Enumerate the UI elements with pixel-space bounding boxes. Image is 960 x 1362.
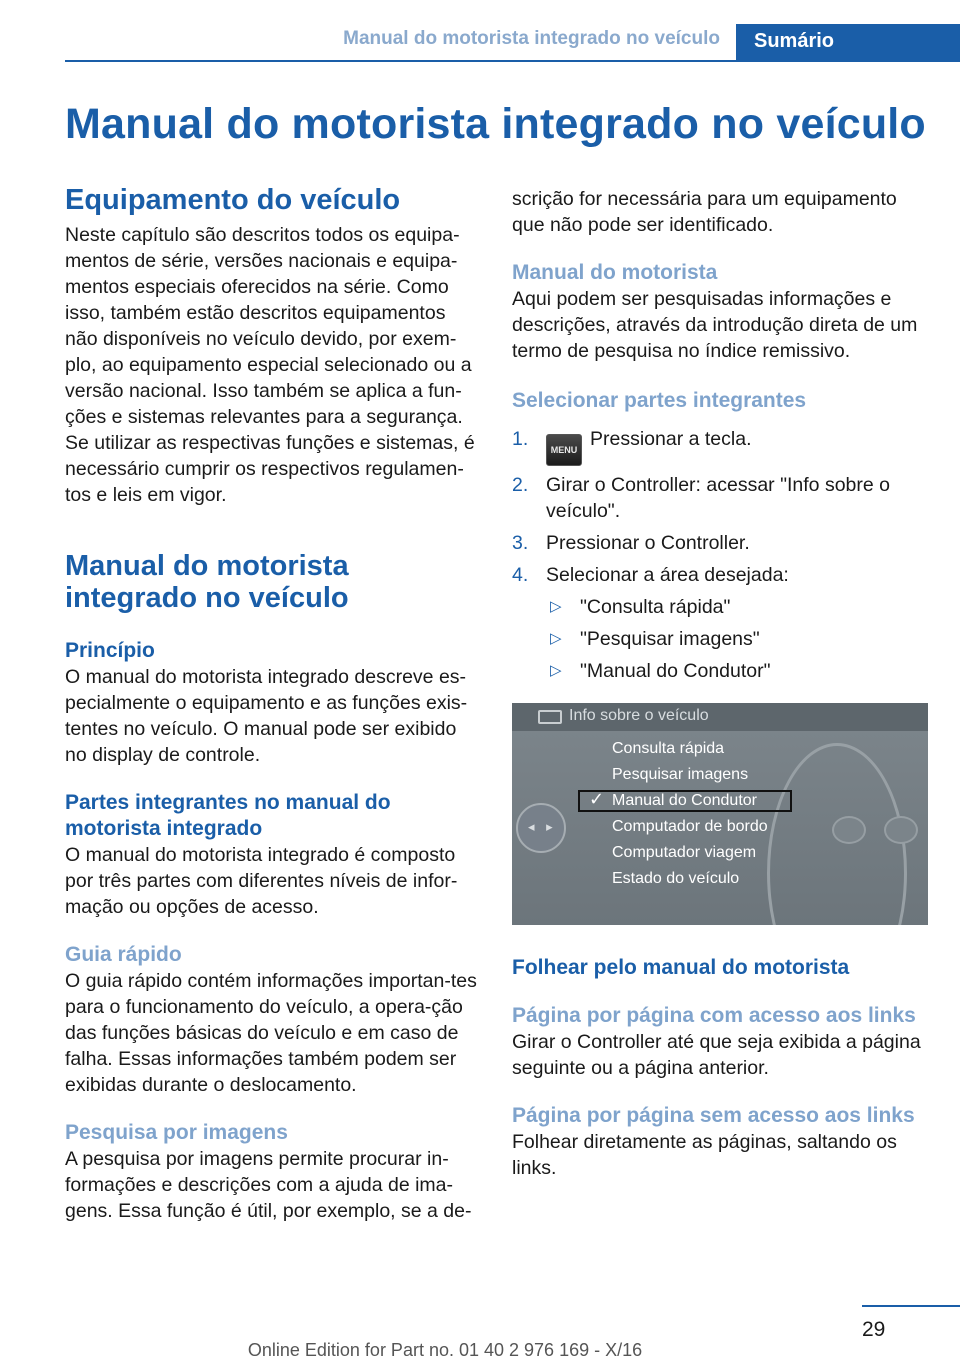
step-1 [512,426,927,466]
step-text: Pressionar o Controller. [546,532,750,554]
page-title: Manual do motorista integrado no veículo [65,100,926,148]
sub-item: ▷ "Consulta rápida" [550,596,731,618]
triangle-bullet-icon: ▷ [550,598,562,615]
heading-sem-links: Página por página sem acesso aos links [512,1104,915,1127]
heading-selecionar-partes: Selecionar partes integrantes [512,389,807,412]
sub-list [546,594,927,684]
heading-partes-integrantes: Partes integrantes no manual do motorista integrado [65,791,391,840]
heading-principio: Princípio [65,639,155,662]
menu-key-icon: MENU [546,434,582,466]
step-number: 4. [512,564,529,586]
screen-menu-item-selected: Manual do Condutor [612,792,757,809]
paragraph-principio: O manual do motorista integrado descreve es-pecialmente o equipamento e as funções exis-tentes no veículo. O manual pode ser exibido no display de controle. [65,666,468,766]
screen-title: Info sobre o veículo [569,707,709,724]
paragraph-equipamento: Neste capítulo são descritos todos os equipa-mentos de série, versões nacionais e equipa-mentos especiais oferecidos na série. Como isso, também estão descritos equipamentos não disponíveis no veículo devido, por exem-plo, ao equipamento especial selecionado ou a versão nacional. Isso também se aplica a fun-ções e sistemas relevantes para a segurança. Se utilizar as respectivas funções e sistemas, é necessário cumprir os respectivos regulamen-tos e leis em vigor. [65,224,475,506]
paragraph-continuation: scrição for necessária para um equipamento que não pode ser identificado. [512,188,897,236]
idrive-screen-image [512,703,928,925]
header-tab-sumario[interactable]: Sumário [736,24,960,62]
screen-menu-item: Consulta rápida [612,740,725,757]
paragraph-sem-links: Folhear diretamente as páginas, saltando os links. [512,1131,897,1179]
paragraph-manual-motorista: Aqui podem ser pesquisadas informações e descrições, através da introdução direta de um termo de pesquisa no índice remissivo. [512,288,918,362]
sub-item: ▷ "Manual do Condutor" [550,660,771,682]
screen-side-icon [832,816,866,844]
footer-edition: Online Edition for Part no. 01 40 2 976 169 - X/16 [247,1340,643,1360]
paragraph-com-links: Girar o Controller até que seja exibida a página seguinte ou a página anterior. [512,1031,921,1079]
step-text: Pressionar a tecla. [590,428,752,450]
page-number: 29 [862,1318,886,1341]
screen-menu-item: Estado do veículo [612,870,740,887]
triangle-bullet-icon: ▷ [550,662,562,679]
step-number: 1. [512,428,529,450]
left-column [65,180,480,1224]
step-number: 2. [512,474,529,496]
heading-folhear: Folhear pelo manual do motorista [512,956,850,979]
checkmark-icon: ✓ [589,789,605,809]
screen-menu-item: Pesquisar imagens [612,766,749,783]
screen-menu-item: Computador de bordo [612,818,768,835]
step-2 [512,472,927,524]
paragraph-guia-rapido: O guia rápido contém informações importan-tes para o funcionamento do veículo, a opera-ção das funções básicas do veículo e em caso de falha. Essas informações também podem ser exibidas durante o deslocamento. [65,970,477,1096]
heading-pesquisa-imagens: Pesquisa por imagens [65,1121,288,1144]
heading-com-links: Página por página com acesso aos links [512,1004,916,1027]
screen-menu-item: Computador viagem [612,844,757,861]
header-rule [65,60,960,62]
step-text: Selecionar a área desejada: [546,564,789,586]
steps-list [512,426,927,684]
step-4 [512,562,927,684]
heading-manual-integrado: Manual do motorista integrado no veículo [65,550,349,614]
heading-manual-motorista: Manual do motorista [512,261,718,284]
paragraph-pesquisa-imagens: A pesquisa por imagens permite procurar in-formações e descrições com a ajuda de ima-gens. Essa função é útil, por exemplo, se a de- [65,1148,472,1222]
screen-side-icon [884,816,918,844]
controller-knob-icon: ◂ ▸ [516,803,566,853]
car-info-icon [538,710,562,724]
sub-item: ▷ "Pesquisar imagens" [550,628,760,650]
footer-rule [862,1305,960,1307]
right-column [512,186,927,690]
triangle-bullet-icon: ▷ [550,630,562,647]
right-column-lower [512,955,927,1181]
step-number: 3. [512,532,529,554]
heading-guia-rapido: Guia rápido [65,943,182,966]
paragraph-partes-integrantes: O manual do motorista integrado é composto por três partes com diferentes níveis de infor-mação ou opções de acesso. [65,844,458,918]
header-section-title: Manual do motorista integrado no veículo [343,28,720,49]
heading-equipamento: Equipamento do veículo [65,184,401,216]
step-3 [512,530,927,556]
step-text: Girar o Controller: acessar "Info sobre o veículo". [546,474,890,522]
